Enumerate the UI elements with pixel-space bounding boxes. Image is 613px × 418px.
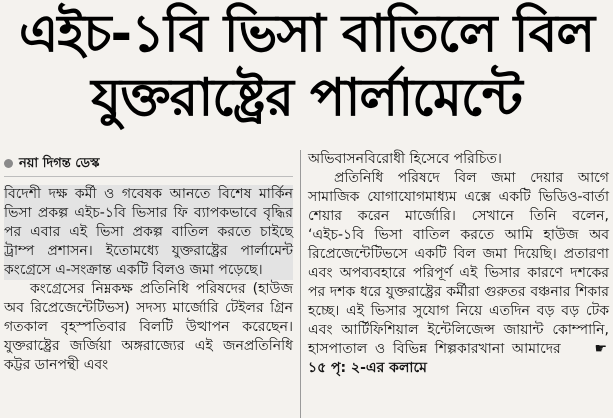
pointer-hand-icon: ☛ <box>594 341 607 357</box>
right-paragraph-2 <box>308 169 609 378</box>
byline-text: নয়া দিগন্ত ডেস্ক <box>19 155 100 171</box>
right-column <box>308 150 609 378</box>
right-paragraph-1: অভিবাসনবিরোধী হিসেবে পরিচিত। <box>308 151 502 167</box>
headline <box>0 2 613 130</box>
left-paragraph-2: কংগ্রেসের নিম্নকক্ষ প্রতিনিধি পরিষদের (হাউজ অব রিপ্রেজেন্টেটিভস) সদস্য মার্জোরি টেইলর গ্রিন গতকাল বৃহস্পতিবার বিলটি উত্থাপন করেছেন। যুক্তরাষ্ট্রের জর্জিয়া অঙ্গরাজ্যের এই জনপ্রতিনিধি কট্টর ডানপন্থী এবং <box>4 281 293 373</box>
lead-paragraph: বিদেশী দক্ষ কর্মী ও গবেষক আনতে বিশেষ মার্কিন ভিসা প্রকল্প এইচ-১বি ভিসার ফি ব্যাপকভাবে বৃদ্ধির পর এবার এই ভিসা প্রকল্প বাতিল করতে চাইছে ট্রাম্প প্রশাসন। ইতোমধ্যে যুক্তরাষ্ট্রের পার্লামেন্ট কংগ্রেসে এ-সংক্রান্ত একটি বিলও জমা পড়েছে। <box>4 186 293 278</box>
continuation-text: ১৫ পৃ: ২-এর কলামে <box>308 360 427 376</box>
right-paragraph-2-text: প্রতিনিধি পরিষদে বিল জমা দেয়ার আগে সামাজিক যোগাযোগমাধ্যম এক্সে একটি ভিডিও-বার্তা শেয়ার করেন মার্জোরি। সেখানে তিনি বলেন, ‘এইচ-১বি ভিসা বাতিল করতে আমি হাউজ অব রিপ্রেজেন্টেটিভসে একটি বিল জমা দিয়েছি। প্রতারণা এবং অপব্যবহারে পরিপূর্ণ এই ভিসার কারণে দশকের পর দশক ধরে যুক্তরাষ্ট্রের কর্মীরা গুরুতর বঞ্চনার শিকার হচ্ছে। এই ভিসার সুযোগ নিয়ে এতদিন বড় বড় টেক এবং আর্টিফিশিয়াল ইন্টেলিজেন্স জায়ান্ট কোম্পানি, হাসপাতাল ও বিভিন্ন শিল্পকারখানা আমাদের <box>308 170 609 357</box>
byline <box>4 150 293 177</box>
left-paragraph-1 <box>4 185 293 280</box>
column-divider <box>300 150 301 418</box>
bullet-icon <box>4 159 13 168</box>
headline-line-2: যুক্তরাষ্ট্রের পার্লামেন্টে <box>91 68 522 128</box>
left-column <box>4 150 293 375</box>
headline-line-1: এইচ-১বি ভিসা বাতিলে বিল <box>18 4 595 64</box>
